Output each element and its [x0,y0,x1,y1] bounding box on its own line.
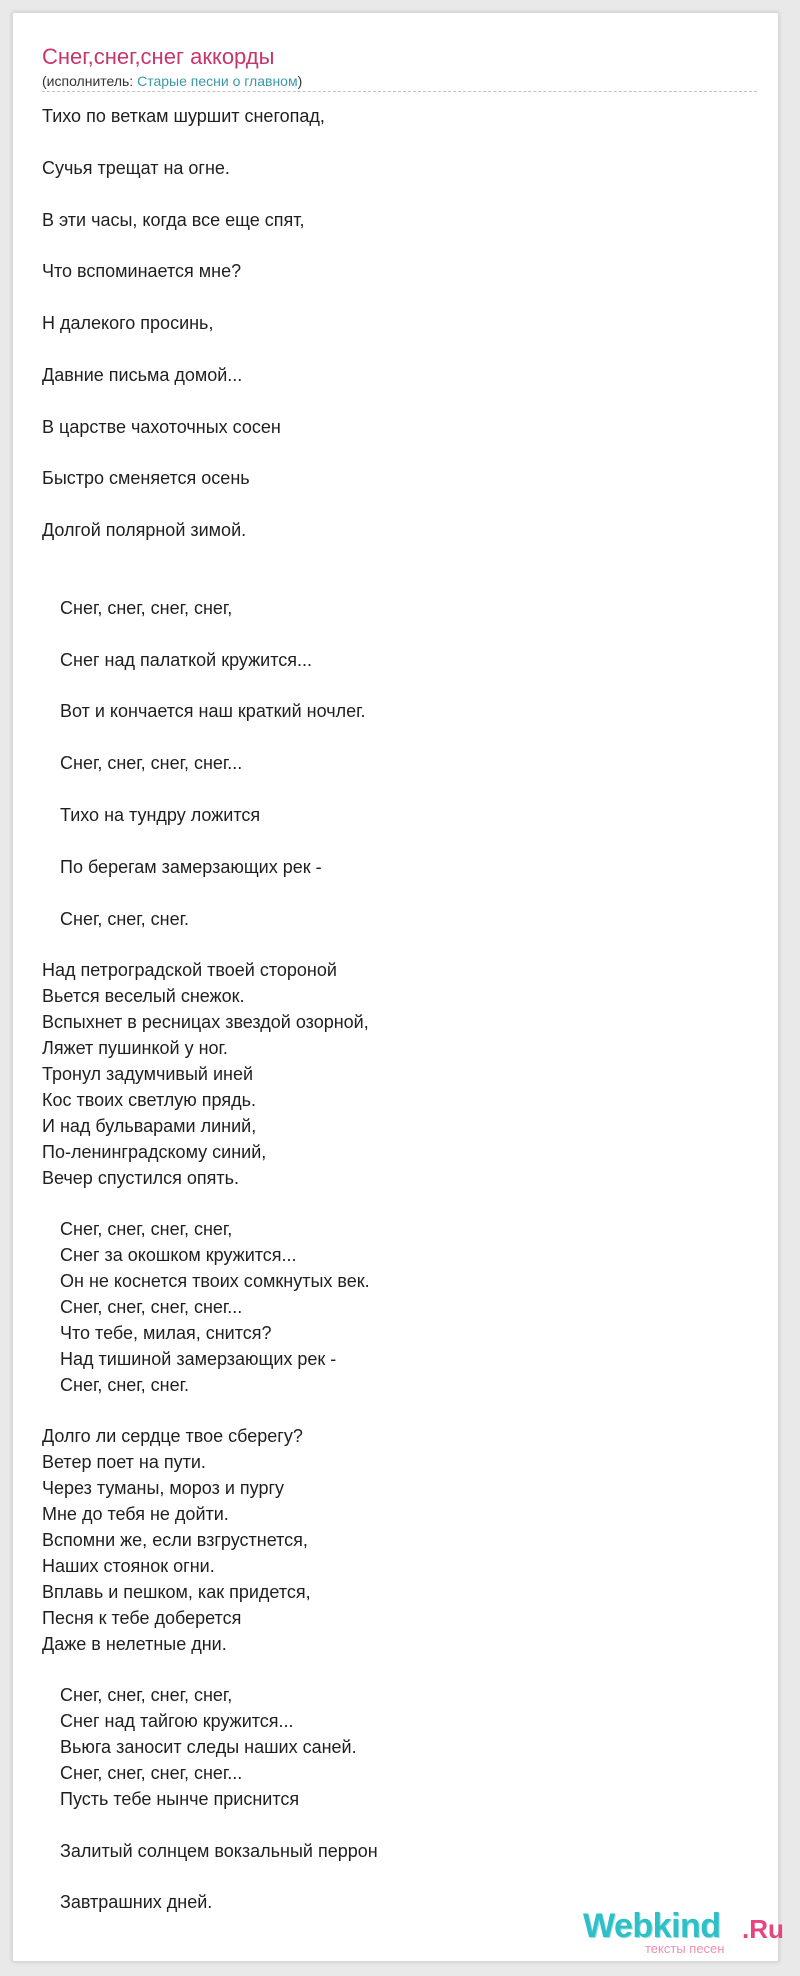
lyric-line: Что вспоминается мне? [42,261,242,282]
lyric-blank-line [42,622,762,648]
lyric-line: Снег, снег, снег, снег, [60,1685,233,1706]
lyric-line: Ляжет пушинкой у ног. [42,1038,228,1059]
lyric-line: В царстве чахоточных сосен [42,416,281,437]
lyric-line: Вьюга заносит следы наших саней. [60,1737,357,1758]
lyric-line: Вплавь и пешком, как придется, [42,1581,311,1602]
lyric-blank-line [42,544,762,570]
lyric-line: Долгой полярной зимой. [42,520,247,541]
lyric-line: Вспыхнет в ресницах звездой озорной, [42,1012,369,1033]
lyric-line: Снег, снег, снег, снег... [60,1296,243,1317]
lyric-blank-line [42,337,762,363]
lyric-line: По-ленинградскому синий, [42,1141,267,1162]
lyric-line: Над петроградской твоей стороной [42,960,337,981]
lyric-line: Снег, снег, снег. [60,908,189,929]
lyric-line: По берегам замерзающих рек - [60,856,322,877]
lyric-blank-line [42,570,762,596]
lyric-line: Кос твоих светлую прядь. [42,1089,256,1110]
lyrics-body [42,104,762,1916]
site-logo[interactable] [583,1906,784,1956]
lyric-line: Что тебе, милая, снится? [60,1322,272,1343]
artist-line [42,72,302,90]
lyric-blank-line [42,674,762,700]
lyric-line: Мне до тебя не дойти. [42,1504,229,1525]
lyric-blank-line [42,130,762,156]
lyric-blank-line [42,1813,762,1839]
lyric-blank-line [42,233,762,259]
lyric-line: Н далекого просинь, [42,313,214,334]
lyric-line: Снег, снег, снег. [60,1374,189,1395]
lyric-line: Тронул задумчивый иней [42,1063,254,1084]
lyric-line: Даже в нелетные дни. [42,1633,227,1654]
page-title: Снег,снег,снег аккорды [42,44,275,69]
lyric-line: Давние письма домой... [42,364,243,385]
lyric-line: Залитый солнцем вокзальный перрон [60,1840,378,1861]
logo-tagline: тексты песен [645,1941,725,1956]
lyric-line: Быстро сменяется осень [42,468,250,489]
lyric-blank-line [42,725,762,751]
lyric-blank-line [42,1657,762,1683]
lyric-blank-line [42,829,762,855]
lyric-line: Завтрашних дней. [60,1892,213,1913]
lyric-line: Снег над тайгою кружится... [60,1711,294,1732]
lyric-line: Тихо на тундру ложится [60,805,261,826]
logo-brand: Webkind [583,1907,721,1945]
lyric-blank-line [42,285,762,311]
lyric-line: Над тишиной замерзающих рек - [60,1348,337,1369]
artist-link[interactable]: Старые песни о главном [137,73,298,89]
lyric-line: Вьется веселый снежок. [42,986,245,1007]
lyric-line: Снег, снег, снег, снег... [60,1763,243,1783]
lyric-line: Наших стоянок огни. [42,1555,215,1576]
lyric-blank-line [42,389,762,415]
lyric-blank-line [42,777,762,803]
lyric-line: Снег, снег, снег, снег... [60,753,243,774]
lyric-line: Пусть тебе нынче приснится [60,1788,300,1809]
logo-tld: .Ru [742,1914,784,1944]
lyric-blank-line [42,441,762,467]
lyric-line: Снег над палаткой кружится... [60,649,313,670]
lyric-line: Вот и кончается наш краткий ночлег. [60,701,366,722]
lyric-line: Вспомни же, если взгрустнется, [42,1529,308,1550]
lyric-line: Снег, снег, снег, снег, [60,597,233,618]
artist-prefix: (исполнитель: [42,73,138,89]
lyric-line: Тихо по веткам шуршит снегопад, [42,106,325,126]
lyric-line: Песня к тебе доберется [42,1607,242,1628]
artist-suffix: ) [297,73,303,89]
lyric-line: В эти часы, когда все еще спят, [42,209,305,230]
lyric-blank-line [42,1191,762,1217]
lyric-line: Снег, снег, снег, снег, [60,1219,233,1240]
lyric-blank-line [42,1399,762,1425]
lyric-blank-line [42,492,762,518]
lyric-line: Ветер поет на пути. [42,1452,206,1473]
lyric-blank-line [42,182,762,208]
lyric-line: Долго ли сердце твое сберегу? [42,1426,303,1447]
lyric-line: Через туманы, мороз и пургу [42,1478,285,1499]
lyric-blank-line [42,1865,762,1891]
lyric-line: Вечер спустился опять. [42,1167,240,1188]
lyric-line: Сучья трещат на огне. [42,157,230,178]
lyric-line: Он не коснется твоих сомкнутых век. [60,1271,370,1292]
title-divider [42,91,757,92]
lyric-line: И над бульварами линий, [42,1115,257,1136]
lyric-line: Снег за окошком кружится... [60,1245,297,1266]
lyric-blank-line [42,933,762,959]
lyric-blank-line [42,881,762,907]
